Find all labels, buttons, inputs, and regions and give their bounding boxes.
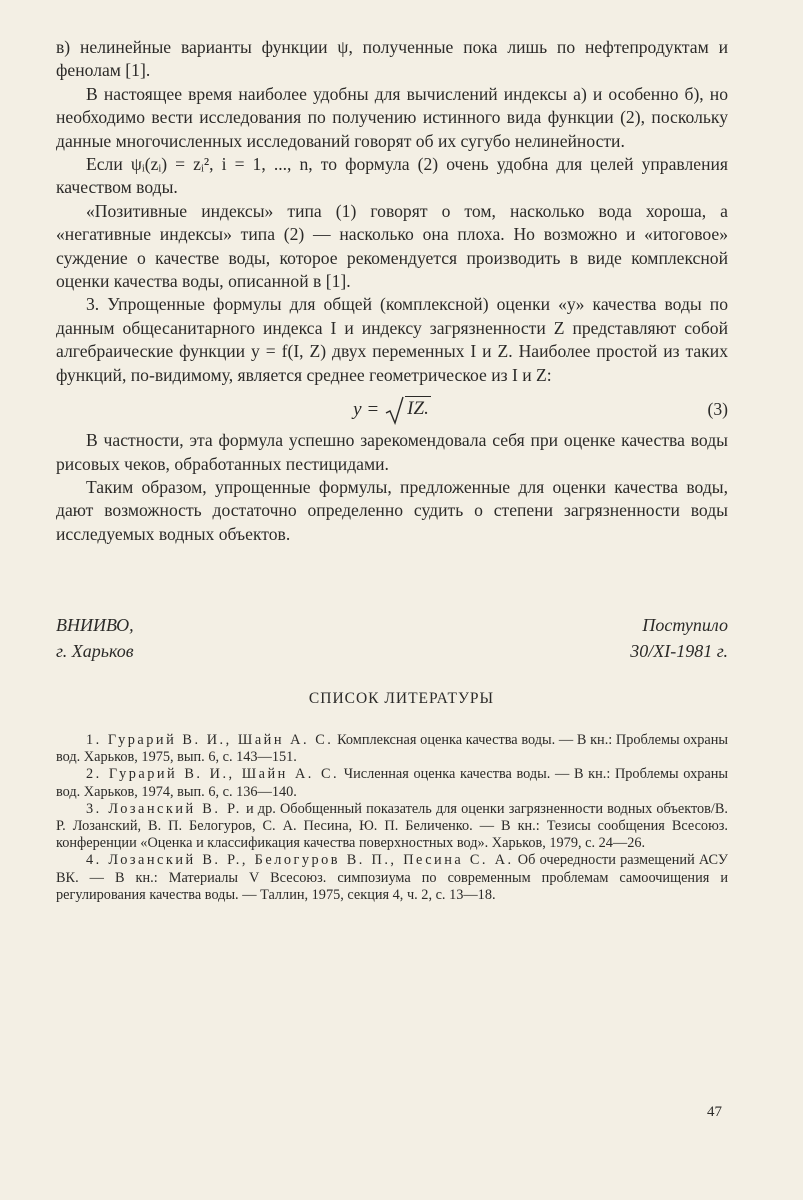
- formula-lhs: y =: [353, 399, 380, 421]
- paragraph-1: в) нелинейные варианты функции ψ, полученные пока лишь по нефтепродуктам и фенолам [1].: [56, 37, 728, 81]
- signature-block: [56, 612, 728, 664]
- institute-name: ВНИИВО,: [56, 615, 134, 635]
- main-text: [56, 36, 728, 546]
- formula-radicand: IZ.: [407, 397, 429, 419]
- reference-text: Комплексная оценка качества воды. — В кн.: Проблемы охраны вод. Харьков, 1975, вып. 6, с. 143—151.: [56, 732, 728, 766]
- reference-item: [56, 852, 728, 904]
- references-title: СПИСОК ЛИТЕРАТУРЫ: [308, 690, 495, 707]
- reference-item: [56, 801, 728, 853]
- reference-authors: 1. Гурарий В. И., Шайн А. С.: [86, 732, 334, 748]
- reference-item: [56, 766, 728, 800]
- paragraph-4: «Позитивные индексы» типа (1) говорят о том, насколько вода хороша, а «негативные индексы» типа (2) — насколько она плоха. Но возможно и «итоговое» суждение о качестве воды, которое рекомендуется производить в виде комплексной оценки качества воды, описанной в [1].: [56, 200, 728, 292]
- paragraph-6: В частности, эта формула успешно зарекомендовала себя при оценке качества воды рисовых чеков, обработанных пестицидами.: [56, 430, 728, 474]
- reference-authors: 2. Гурарий В. И., Шайн А. С.: [86, 766, 340, 783]
- references-list: [56, 732, 728, 904]
- page-number: 47: [707, 1104, 722, 1120]
- paragraph-5: 3. Упрощенные формулы для общей (комплексной) оценки «y» качества воды по данным общесанитарного индекса I и индексу загрязненности Z представляют собой алгебраические функции y = f(I, Z) двух переменных I и Z. Наиболее простой из таких функций, по-видимому, является среднее геометрическое из I и Z:: [56, 294, 728, 385]
- paragraph-7: Таким образом, упрощенные формулы, предложенные для оценки качества воды, дают возможность достаточно определенно судить о степени загрязненности воды исследуемых водных объектов.: [56, 476, 728, 544]
- square-root-icon: [385, 395, 405, 425]
- reference-item: [56, 732, 728, 766]
- received-date: 30/XI-1981 г.: [630, 641, 728, 661]
- paragraph-2: В настоящее время наиболее удобны для вычислений индексы а) и особенно б), но необходимо вести исследования по получению истинного вида функции (2), поскольку данные многочисленных исследований говорят об их сугубо нелинейности.: [56, 83, 728, 151]
- received-label: Поступило: [642, 615, 728, 635]
- reference-text: Численная оценка качества воды. — В кн.: Проблемы охраны вод. Харьков, 1974, вып. 6, с. 136—140.: [56, 766, 728, 800]
- reference-text: Об очередности размещений АСУ ВК. — В кн.: Материалы V Всесоюз. симпозиума по современным проблемам самоочищения и регулирования качества воды. — Таллин, 1975, секция 4, ч. 2, с. 13—18.: [56, 852, 728, 903]
- reference-authors: 3. Лозанский В. Р.: [86, 800, 242, 817]
- paragraph-3: Если ψᵢ(zᵢ) = zᵢ², i = 1, ..., n, то формула (2) очень удобна для целей управления качеством воды.: [56, 154, 728, 198]
- formula-3: [56, 393, 728, 427]
- formula-number: (3): [707, 399, 728, 420]
- institute-city: г. Харьков: [56, 641, 134, 661]
- reference-authors: 4. Лозанский В. Р., Белогуров В. П., Песина С. А.: [86, 852, 514, 869]
- reference-text: и др. Обобщенный показатель для оценки загрязненности водных объектов/В. Р. Лозанский, В. П. Белогуров, С. А. Песина, Ю. П. Беличенко. — В кн.: Тезисы сообщения Всесоюз. конференции «Оценка и классификация качества поверхностных вод». Харьков, 1979, с. 24—26.: [56, 800, 728, 852]
